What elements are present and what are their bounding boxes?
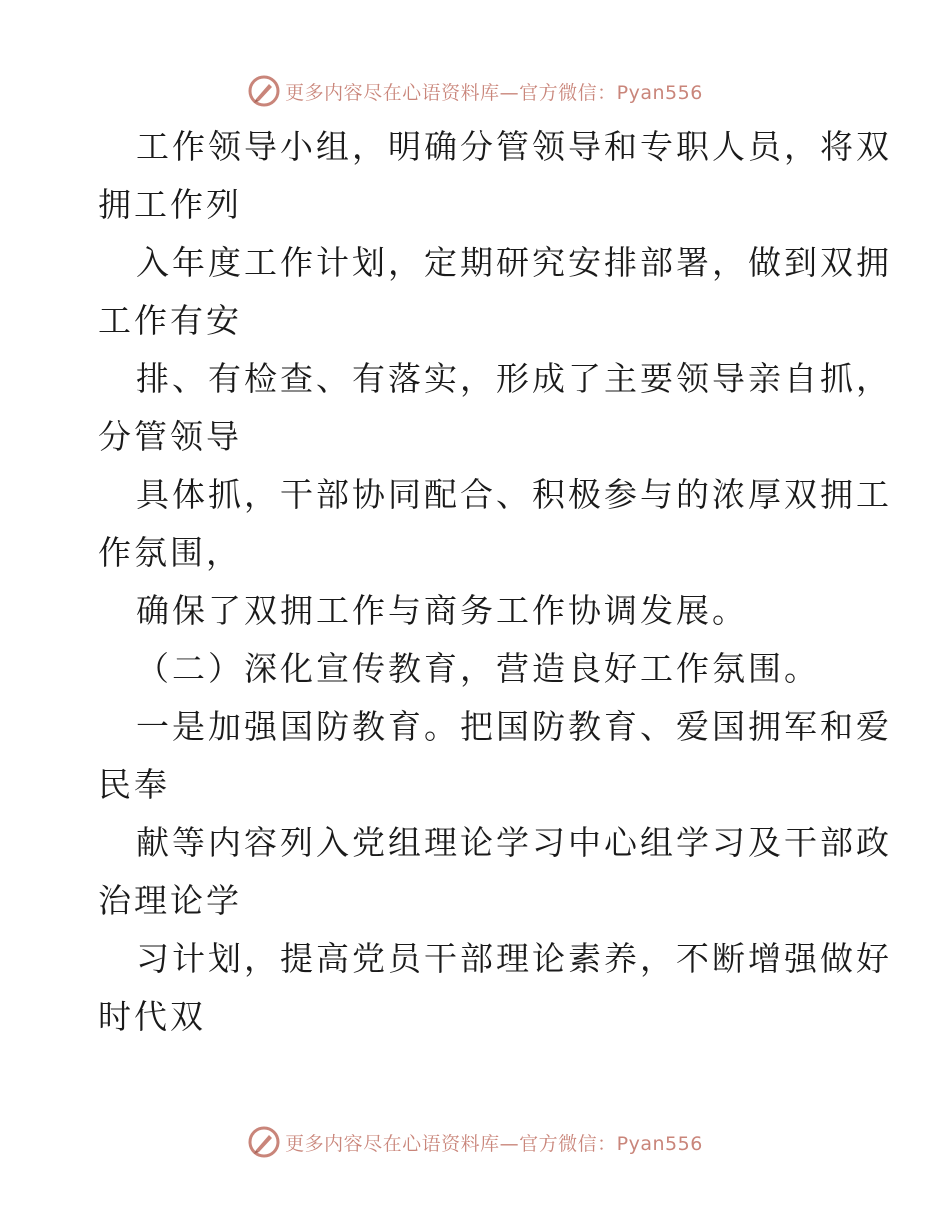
text-line: 具体抓，干部协同配合、积极参与的浓厚双拥工	[136, 475, 892, 514]
text-line: 民奉	[98, 765, 170, 804]
section-heading: （二）深化宣传教育，营造良好工作氛围。	[136, 649, 820, 688]
pen-logo-icon	[247, 74, 281, 108]
text-line: 确保了双拥工作与商务工作协调发展。	[136, 591, 748, 630]
pen-logo-icon	[247, 1125, 281, 1159]
document-body	[98, 118, 892, 1046]
watermark-text: 更多内容尽在心语资料库—官方微信：Pyan556	[285, 81, 703, 104]
header-watermark	[0, 71, 950, 111]
watermark-text: 更多内容尽在心语资料库—官方微信：Pyan556	[285, 1132, 703, 1155]
text-line: 排、有检查、有落实，形成了主要领导亲自抓，	[136, 359, 892, 398]
text-line: 习计划，提高党员干部理论素养，不断增强做好	[136, 939, 892, 978]
footer-watermark	[0, 1122, 950, 1162]
text-line: 治理论学	[98, 881, 242, 920]
text-line: 时代双	[98, 997, 206, 1036]
text-line: 分管领导	[98, 417, 242, 456]
text-line: 献等内容列入党组理论学习中心组学习及干部政	[136, 823, 892, 862]
text-line: 工作领导小组，明确分管领导和专职人员，将双	[136, 127, 892, 166]
text-line: 一是加强国防教育。把国防教育、爱国拥军和爱	[136, 707, 892, 746]
text-line: 拥工作列	[98, 185, 242, 224]
text-line: 入年度工作计划，定期研究安排部署，做到双拥	[136, 243, 892, 282]
text-line: 作氛围，	[98, 533, 242, 572]
text-line: 工作有安	[98, 301, 242, 340]
